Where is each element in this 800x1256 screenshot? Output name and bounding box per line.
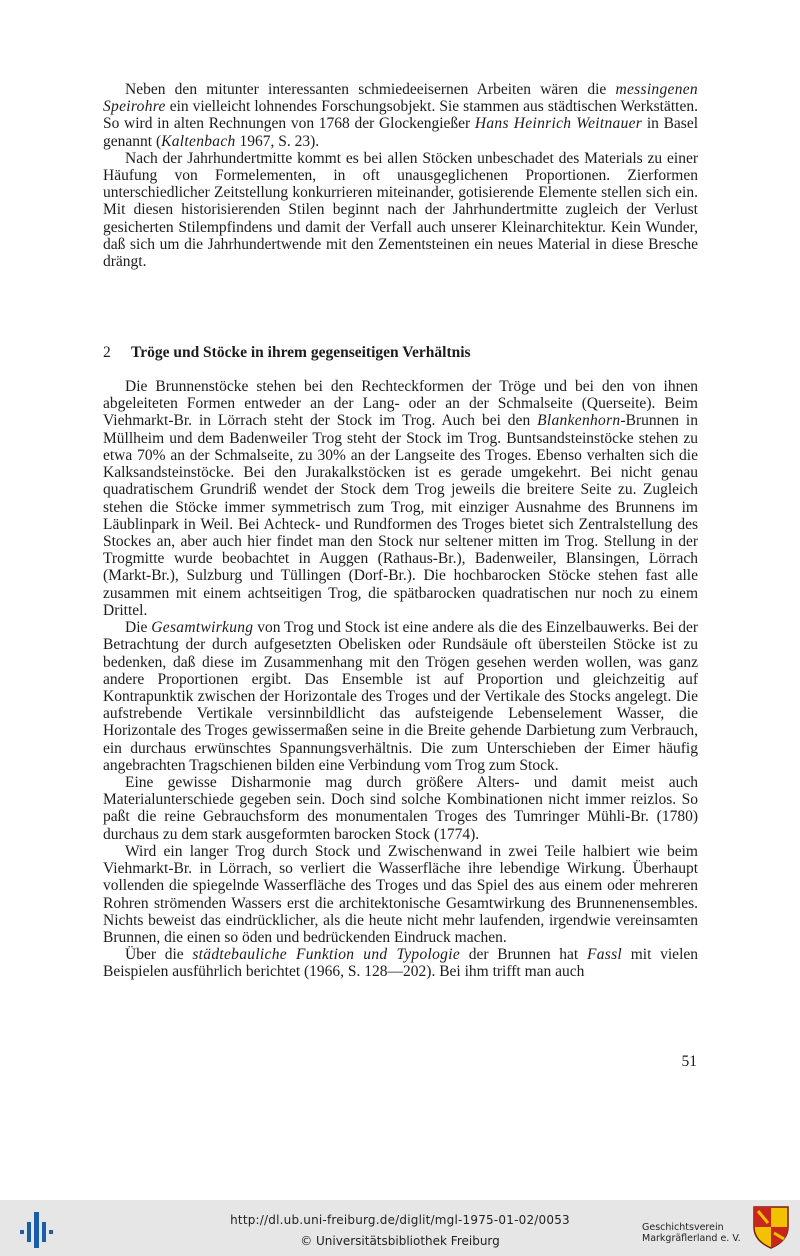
text-run: -Brunnen in Müllheim und dem Badenweiler Trog steht der Stock im Trog. Buntsandsteinstöcke stehen zu etwa 70% an der Schmalseite, zu 30% an der Langseite des Troges. Ebenso verhalten sich die Kalksandsteinstöcke. Bei den Jurakalkstöcken ist es gerade umgekehrt. Bei nicht genau quadratischem Grundriß wendet der Stock dem Trog jeweils die breitere Seite zu. Zugleich stehen die Stöcke immer symmetrisch zum Trog, mit einziger Ausnahme des Brunnens im Läublinpark in Weil. Bei Achteck- und Rundformen des Troges bietet sich Zentralstellung des Stockes an, aber auch hier findet man den Stock nur seltener mitten im Trog. Stellung in der Trogmitte wurde beobachtet in Auggen (Rathaus-Br.), Badenweiler, Blansingen, Lörrach (Markt-Br.), Sulzburg und Tüllingen (Dorf-Br.). Die hochbarocken Stöcke stehen fast alle zusammen mit einem achtseitigen Trog, die spätbarocken quadratischen nur noch zu einem Drittel. — [103, 412, 698, 619]
paragraph — [103, 619, 698, 774]
italic-name: Kaltenbach — [161, 132, 236, 150]
page-number: 51 — [681, 1053, 697, 1070]
text-run: von Trog und Stock ist eine andere als die des Einzelbauwerks. Bei der Betrachtung der durch aufgesetzten Obelisken oder Rundsäule oft übersteilen Stöcke ist zu bedenken, daß diese im Zusammenhang mit den Trögen gesehen werden wollen, was ganz andere Proportionen ergibt. Das Ensemble ist auf Proportion und gleichzeitig auf Kontrapunktik zwischen der Horizontale des Troges und der Vertikale des Stocks angelegt. Die aufstrebende Vertikale versinnbildlicht das aufsteigende Lebenselement Wasser, die Horizontale des Troges gewissermaßen seine in die Breite gehende Darbietung zum Verbrauch, ein durchaus erwünschtes Spannungsverhältnis. Die zum Unterschieben der Eimer häufig angebrachten Tragschienen bilden eine Verbindung vom Trog zum Stock. — [103, 619, 698, 774]
text-run: Neben den mitunter interessanten schmiedeeisernen Arbeiten wären die — [125, 81, 616, 98]
paragraph — [103, 81, 698, 150]
paragraph: Eine gewisse Disharmonie mag durch größere Alters- und damit meist auch Materialunterschiede gegeben sein. Doch sind solche Kombinationen nicht immer reizlos. So paßt die reine Gebrauchsform des monumentalen Troges des Tumringer Mühli-Br. (1780) durchaus zu dem stark ausgeformten barocken Stock (1774). — [103, 774, 698, 843]
paragraph: Nach der Jahrhundertmitte kommt es bei allen Stöcken unbeschadet des Materials zu einer Häufung von Formelementen, in oft unausgeglichenen Proportionen. Zierformen unterschiedlicher Zeitstellung konkurrieren miteinander, gotisierende Elemente stellen sich ein. Mit diesen historisierenden Stilen beginnt nach der Jahrhundertmitte zugleich der Verlust gesicherten Stilempfindens und damit der Verfall auch unserer Kleinarchitektur. Kein Wunder, daß sich um die Jahrhundertwende mit den Zementsteinen ein neues Material in diese Bresche drängt. — [103, 149, 698, 271]
intro-text — [103, 81, 698, 270]
text-run: ein vielleicht lohnendes Forschungsobjekt. Sie stammen aus städtischen Werkstätten. So wird in alten Rechnungen von 1768 der Glockengießer — [103, 98, 698, 133]
italic-name: Fassl — [586, 946, 623, 964]
section-heading — [103, 344, 698, 362]
coat-of-arms-icon — [752, 1205, 790, 1249]
section-body — [103, 378, 698, 981]
text-run: Über die — [125, 946, 193, 964]
text-run: in Basel genannt ( — [103, 115, 699, 150]
italic-name: Hans Heinrich Weitnauer — [474, 115, 643, 133]
document-url-link[interactable]: http://dl.ub.uni-freiburg.de/diglit/mgl-1975-01-02/0053 — [230, 1213, 570, 1227]
society-line: Markgräflerland e. V. — [642, 1233, 741, 1244]
section-number: 2 — [103, 344, 111, 361]
italic-term: Gesamtwirkung — [151, 619, 254, 637]
text-run: der Brunnen hat — [460, 946, 587, 964]
paragraph: Wird ein langer Trog durch Stock und Zwischenwand in zwei Teile halbiert wie beim Viehmarkt-Br. in Lörrach, so verliert die Wasserfläche ihre lebendige Wirkung. Überhaupt vollenden die spiegelnde Wasserfläche des Troges und das Spiel des aus einem oder mehreren Rohren strömenden Wassers erst die architektonische Gesamtwirkung des Brunnenensembles. Nichts beweist das eindrücklicher, als die heute nicht mehr laufenden, irgendwie vereinsamten Brunnen, die einen so öden und bedrückenden Eindruck machen. — [103, 842, 698, 946]
viewer-footer — [0, 1200, 800, 1256]
italic-name: Blankenhorn — [537, 412, 621, 430]
text-run: mit vielen Beispielen ausführlich berichtet (1966, S. 128—202). Bei ihm trifft man auch — [103, 946, 699, 981]
text-run: Die Brunnenstöcke stehen bei den Rechteckformen der Tröge und bei den von ihnen abgeleiteten Formen entweder an der Lang- oder an der Schmalseite (Querseite). Beim Viehmarkt-Br. in Lörrach steht der Stock im Trog. Auch bei den — [103, 378, 698, 430]
copyright-text: © Universitätsbibliothek Freiburg — [300, 1234, 500, 1248]
paragraph — [103, 378, 698, 619]
italic-term: städtebauliche Funktion und Typologie — [192, 946, 461, 964]
text-run: Die — [125, 619, 152, 637]
society-name — [642, 1222, 741, 1244]
paragraph — [103, 946, 698, 980]
text-run: 1967, S. 23). — [235, 132, 320, 150]
section-title: Tröge und Stöcke in ihrem gegenseitigen Verhältnis — [131, 344, 471, 361]
society-line: Geschichtsverein — [642, 1222, 724, 1233]
italic-term: messingenen Speirohre — [103, 81, 698, 116]
